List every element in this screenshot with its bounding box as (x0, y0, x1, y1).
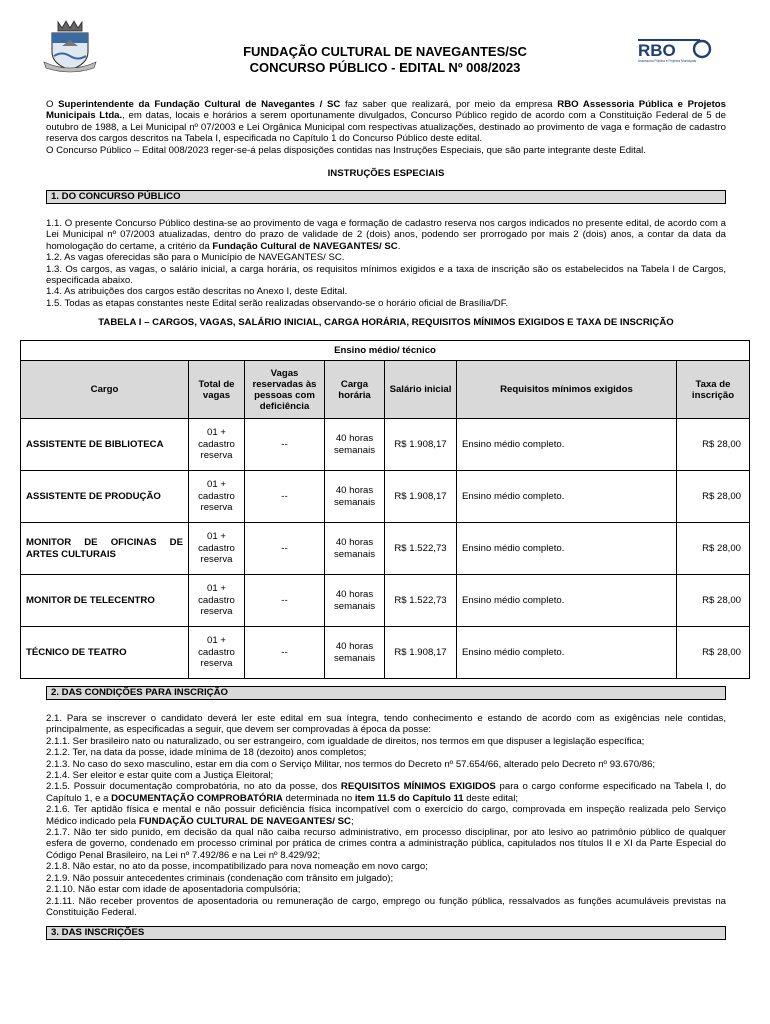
header-carga-horaria: Carga horária (325, 361, 385, 419)
cell-requisitos: Ensino médio completo. (457, 523, 677, 575)
cell-vagas-pcd: -- (245, 627, 325, 679)
cell-total: 01 + cadastro reserva (189, 419, 245, 471)
cell-vagas-pcd: -- (245, 419, 325, 471)
item-2-1-2: 2.1.2. Ter, na data da posse, idade mínima de 18 (dezoito) anos completos; (46, 747, 367, 759)
cell-salario: R$ 1.522,73 (385, 523, 457, 575)
cell-requisitos: Ensino médio completo. (457, 471, 677, 523)
table-row (21, 627, 750, 679)
cell-taxa: R$ 28,00 (677, 627, 750, 679)
item-2-1-4: 2.1.4. Ser eleitor e estar quite com a Justiça Eleitoral; (46, 770, 274, 782)
cell-taxa: R$ 28,00 (677, 523, 750, 575)
header-vagas-pcd: Vagas reservadas às pessoas com deficiência (245, 361, 325, 419)
cell-requisitos: Ensino médio completo. (457, 627, 677, 679)
cell-vagas-pcd: -- (245, 575, 325, 627)
cell-carga: 40 horas semanais (325, 419, 385, 471)
item-2-1-5: 2.1.5. Possuir documentação comprobatória, no ato da posse, dos REQUISITOS MÍNIMOS EXIGIDOS para o cargo conforme especificado na Tabela I, do Capítulo 1, e a DOCUMENTAÇÃO COMPROBATÓRIA determinada no item 11.5 do Capítulo 11 deste edital; (46, 781, 727, 804)
intro-text (46, 99, 726, 156)
cell-requisitos: Ensino médio completo. (457, 419, 677, 471)
cell-carga: 40 horas semanais (325, 523, 385, 575)
item-1-4: 1.4. As atribuições dos cargos estão descritas no Anexo I, deste Edital. (46, 286, 348, 298)
cargos-table (20, 340, 750, 679)
cell-salario: R$ 1.908,17 (385, 627, 457, 679)
cell-taxa: R$ 28,00 (677, 575, 750, 627)
intro-paragraph-2: O Concurso Público – Edital 008/2023 reger-se-á pelas disposições contidas nas Instruções Especiais, que são parte integrante deste Edital. (46, 144, 646, 156)
header-total-vagas: Total de vagas (189, 361, 245, 419)
document-header (120, 44, 650, 76)
cell-total: 01 + cadastro reserva (189, 523, 245, 575)
cell-carga: 40 horas semanais (325, 627, 385, 679)
item-2-1-6: 2.1.6. Ter aptidão física e mental e não possuir deficiência física incompatível com o exercício do cargo, comprovada em inspeção realizada pelo Serviço Médico indicado pela FUNDAÇÃO CULTURAL DE NAVEGANTES/ SC; (46, 804, 726, 827)
coat-of-arms-logo (40, 18, 100, 74)
cell-carga: 40 horas semanais (325, 471, 385, 523)
cell-salario: R$ 1.522,73 (385, 575, 457, 627)
cell-taxa: R$ 28,00 (677, 471, 750, 523)
item-2-1-1: 2.1.1. Ser brasileiro nato ou naturalizado, ou ser estrangeiro, com igualdade de direitos, nos termos em que dispuser a legislação específica; (46, 735, 645, 747)
item-1-3: 1.3. Os cargos, as vagas, o salário inicial, a carga horária, os requisitos mínimos exigidos e a taxa de inscrição são os estabelecidos na Tabela I de Cargos, especificada abaixo. (46, 263, 726, 287)
cell-vagas-pcd: -- (245, 471, 325, 523)
item-2-1-10: 2.1.10. Não estar com idade de aposentadoria compulsória; (46, 884, 301, 896)
header-requisitos: Requisitos mínimos exigidos (457, 361, 677, 419)
cell-cargo: ASSISTENTE DE BIBLIOTECA (21, 419, 189, 471)
item-2-1-8: 2.1.8. Não estar, no ato da posse, incompatibilizado para nova nomeação em novo cargo; (46, 861, 428, 873)
item-2-1-7: 2.1.7. Não ter sido punido, em decisão da qual não caiba recurso administrativo, em processo disciplinar, por ato lesivo ao patrimônio público de qualquer esfera de governo, condenado em processo criminal por prática de crimes contra a administração pública, capitulados nos títulos II e XI da Parte Especial do Código Penal Brasileiro, na Lei nº 7.492/86 e na Lei nº 8.429/92; (46, 827, 726, 861)
rbo-tagline: Assessoria Pública e Projetos Municipais (638, 59, 697, 63)
title-line-2: CONCURSO PÚBLICO - EDITAL Nº 008/2023 (249, 60, 521, 75)
table-group-header: Ensino médio/ técnico (21, 341, 750, 361)
cell-vagas-pcd: -- (245, 523, 325, 575)
header-cargo: Cargo (21, 361, 189, 419)
item-2-1-11: 2.1.11. Não receber proventos de aposentadoria ou remuneração de cargo, emprego ou função pública, ressalvados as funções acumuláveis previstas na Constituição Federal. (46, 895, 726, 918)
header-salario: Salário inicial (385, 361, 457, 419)
cell-cargo: TÉCNICO DE TEATRO (21, 627, 189, 679)
item-2-1: 2.1. Para se inscrever o candidato deverá ler este edital em sua íntegra, tendo conhecimento e estando de acordo com as exigências nele contidas, principalmente, as especificadas a seguir, que devem ser comprovadas à época da posse: (46, 713, 726, 736)
table-row (21, 419, 750, 471)
cell-total: 01 + cadastro reserva (189, 627, 245, 679)
cell-taxa: R$ 28,00 (677, 419, 750, 471)
item-1-1: 1.1. O presente Concurso Público destina-se ao provimento de vaga e formação de cadastro reserva nos cargos indicados no presente edital, de acordo com a Lei Municipal nº 07/2003 atualizadas, dentro do prazo de validade de 2 (dois) anos, podendo ser prorrogado por mais 2 (dois) anos, a contar da data da homologação do certame, a critério da Fundação Cultural de NAVEGANTES/ SC. (46, 218, 726, 252)
section-2-header: 2. DAS CONDIÇÕES PARA INSCRIÇÃO (46, 686, 726, 700)
item-1-2: 1.2. As vagas oferecidas são para o Município de NAVEGANTES/ SC. (46, 252, 345, 264)
cell-carga: 40 horas semanais (325, 575, 385, 627)
cell-salario: R$ 1.908,17 (385, 471, 457, 523)
cell-cargo: ASSISTENTE DE PRODUÇÃO (21, 471, 189, 523)
cell-salario: R$ 1.908,17 (385, 419, 457, 471)
title-line-1: FUNDAÇÃO CULTURAL DE NAVEGANTES/SC (243, 44, 527, 59)
item-1-5: 1.5. Todas as etapas constantes neste Edital serão realizadas observando-se o horário oficial de Brasília/DF. (46, 297, 509, 309)
item-2-1-3: 2.1.3. No caso do sexo masculino, estar em dia com o Serviço Militar, nos termos do Decreto nº 57.654/66, alterado pelo Decreto nº 93.670/86; (46, 758, 656, 770)
rbo-logo-text: RBO (638, 41, 676, 60)
section-2-text (46, 713, 726, 918)
instrucoes-especiais-title: INSTRUÇÕES ESPECIAIS (327, 168, 445, 179)
table-row (21, 471, 750, 523)
section-1-header: 1. DO CONCURSO PÚBLICO (46, 190, 726, 204)
intro-paragraph-1: O Superintendente da Fundação Cultural de Navegantes / SC faz saber que realizará, por meio da empresa RBO Assessoria Pública e Projetos Municipais Ltda., em datas, locais e horários a serem oportunamente divulgados, Concurso Público regido de acordo com a Constituição Federal de 5 de outubro de 1988, a Lei Municipal nº 07/2003 e Lei Orgânica Municipal com respectivas atualizações, destinado ao provimento de vaga e formação de cadastro reserva dos cargos descritos na Tabela I, especificada no Capítulo 1 do Concurso Público deste edital. (46, 99, 726, 145)
section-1-text (46, 218, 726, 309)
table-row (21, 523, 750, 575)
section-3-header: 3. DAS INSCRIÇÕES (46, 926, 726, 940)
cell-cargo: MONITOR DE TELECENTRO (21, 575, 189, 627)
cell-requisitos: Ensino médio completo. (457, 575, 677, 627)
cell-total: 01 + cadastro reserva (189, 471, 245, 523)
header-taxa: Taxa de inscrição (677, 361, 750, 419)
item-2-1-9: 2.1.9. Não possuir antecedentes criminais (condenação com trânsito em julgado); (46, 872, 394, 884)
table-caption: TABELA I – CARGOS, VAGAS, SALÁRIO INICIAL, CARGA HORÁRIA, REQUISITOS MÍNIMOS EXIGIDOS E TAXA DE INSCRIÇÃO (98, 317, 674, 328)
cell-total: 01 + cadastro reserva (189, 575, 245, 627)
table-row (21, 575, 750, 627)
cell-cargo: MONITOR DE OFICINAS DE ARTES CULTURAIS (21, 523, 189, 575)
